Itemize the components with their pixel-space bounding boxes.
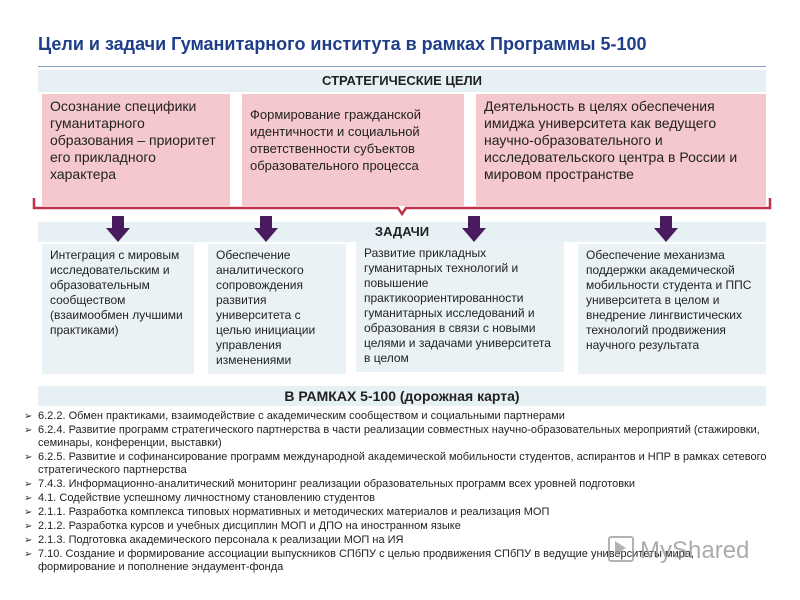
roadmap-header: В РАМКАХ 5-100 (дорожная карта) (38, 386, 766, 406)
bullet-arrow-icon: ➢ (24, 521, 33, 532)
goals-header: СТРАТЕГИЧЕСКИЕ ЦЕЛИ (38, 70, 766, 92)
task-box-4: Обеспечение механизма поддержки академической мобильности студента и ППС университета в целом и внедрение лингвистических технологий продвижения научного результата (578, 244, 766, 374)
roadmap-item: ➢ 4.1. Содействие успешному личностному становлению студентов (24, 492, 375, 504)
task-box-2: Обеспечение аналитического сопровождения развития университета с целью инициации управления изменениями (208, 244, 346, 374)
roadmap-item: ➢ 6.2.5. Развитие и софинансирование программ международной академической мобильности студентов, аспирантов и НПР в рамках сетевого стратегического партнерства (24, 451, 767, 476)
roadmap-item: ➢ 6.2.4. Развитие программ стратегического партнерства в части реализации совместных научно-образовательных мероприятий (стажировки, семинары, конференции, выставки) (24, 424, 760, 449)
down-arrow-icon (654, 216, 678, 242)
roadmap-item: ➢ 2.1.3. Подготовка академического персонала к реализации МОП на ИЯ (24, 534, 404, 546)
play-logo-icon (608, 536, 634, 562)
bullet-arrow-icon: ➢ (24, 479, 33, 490)
bullet-arrow-icon: ➢ (24, 493, 33, 504)
page-title: Цели и задачи Гуманитарного института в рамках Программы 5-100 (38, 34, 647, 54)
brace-connector (30, 196, 774, 216)
down-arrow-icon (254, 216, 278, 242)
bullet-arrow-icon: ➢ (24, 411, 33, 422)
bullet-arrow-icon: ➢ (24, 549, 33, 560)
goal-box-2: Формирование гражданской идентичности и социальной ответственности субъектов образовательного процесса (242, 94, 464, 206)
bullet-arrow-icon: ➢ (24, 507, 33, 518)
bullet-arrow-icon: ➢ (24, 425, 33, 436)
title-divider (38, 66, 766, 67)
bullet-arrow-icon: ➢ (24, 452, 33, 463)
roadmap-item: ➢ 2.1.1. Разработка комплекса типовых нормативных и методических материалов и реализация МОП (24, 506, 550, 518)
bullet-arrow-icon: ➢ (24, 535, 33, 546)
goal-box-3: Деятельность в целях обеспечения имиджа университета как ведущего научно-образовательного и исследовательского центра в России и мировом пространстве (476, 94, 766, 206)
roadmap-item: ➢ 2.1.2. Разработка курсов и учебных дисциплин МОП и ДПО на иностранном языке (24, 520, 461, 532)
roadmap-item: ➢ 7.10. Создание и формирование ассоциации выпускников СПбПУ с целью продвижения СПбПУ в ведущие университеты мира, формирование и пополнение эндаумент-фонда (24, 548, 694, 573)
watermark-logo: MyShared (608, 536, 749, 565)
task-box-3: Развитие прикладных гуманитарных технологий и повышение практикоориентированности гуманитарных исследований и образования в связи с новыми целями и задачами университета в целом (356, 242, 564, 372)
roadmap-item: ➢ 7.4.3. Информационно-аналитический мониторинг реализации образовательных программ всех уровней подготовки (24, 478, 636, 490)
down-arrow-icon (106, 216, 130, 242)
tasks-header: ЗАДАЧИ (38, 222, 766, 242)
down-arrow-icon (462, 216, 486, 242)
goal-box-1: Осознание специфики гуманитарного образования – приоритет его прикладного характера (42, 94, 230, 206)
roadmap-item: ➢ 6.2.2. Обмен практиками, взаимодействие с академическим сообществом и социальными партнерами (24, 410, 565, 422)
task-box-1: Интеграция с мировым исследовательским и образовательным сообществом (взаимообмен лучшими практиками) (42, 244, 194, 374)
